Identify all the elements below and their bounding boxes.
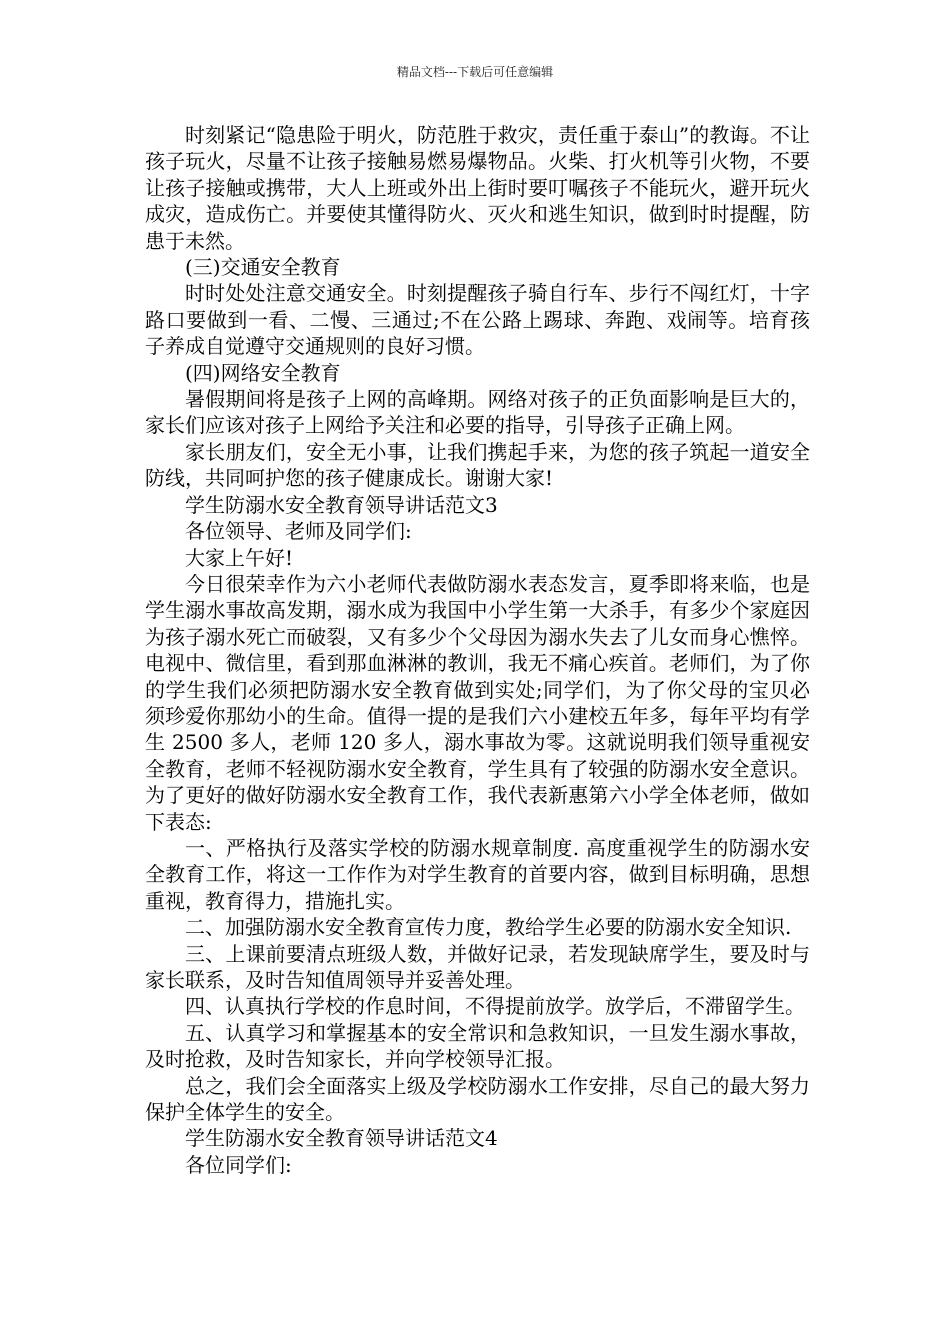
document-body [145,122,810,1178]
page-header: 精品文档---下载后可任意编辑 [396,65,554,79]
speech-title-3: 学生防溺水安全教育领导讲话范文3 [185,492,498,517]
paragraph-summary: 总之，我们会全面落实上级及学校防溺水工作安排，尽自己的最大努力保护全体学生的安全。 [145,1073,810,1125]
paragraph-speech-intro: 今日很荣幸作为六小老师代表做防溺水表态发言，夏季即将来临，也是学生溺水事故高发期，溺水成为我国中小学生第一大杀手，有多少个家庭因为孩子溺水死亡而破裂，又有多少个父母因为溺水失去了儿女而身心憔悴。电视中、微信里，看到那血淋淋的教训，我无不痛心疾首。老师们，为了你的学生我们必须把防溺水安全教育做到实处;同学们，为了你父母的宝贝必须珍爱你那幼小的生命。值得一提的是我们六小建校五年多，每年平均有学生 2500 多人，老师 120 多人，溺水事故为零。这就说明我们领导重视安全教育，老师不轻视防溺水安全教育，学生具有了较强的防溺水安全意识。为了更好的做好防溺水安全教育工作，我代表新惠第六小学全体老师，做如下表态: [145,571,810,834]
paragraph-closing-remarks: 家长朋友们，安全无小事，让我们携起手来，为您的孩子筑起一道安全防线，共同呵护您的孩子健康成长。谢谢大家! [145,439,810,491]
greeting: 大家上午好! [185,545,294,570]
section-heading-traffic-safety: (三)交通安全教育 [185,255,341,280]
paragraph-traffic-safety: 时时处处注意交通安全。时刻提醒孩子骑自行车、步行不闯红灯，十字路口要做到一看、二慢、三通过;不在公路上踢球、奔跑、戏闹等。培育孩子养成自觉遵守交通规则的良好习惯。 [145,281,810,359]
paragraph-fire-safety: 时刻紧记“隐患险于明火，防范胜于救灾，责任重于泰山”的教诲。不让孩子玩火，尽量不让孩子接触易燃易爆物品。火柴、打火机等引火物，不要让孩子接触或携带，大人上班或外出上街时要叮嘱孩子不能玩火，避开玩火成灾，造成伤亡。并要使其懂得防火、灭火和逃生知识，做到时时提醒，防患于未然。 [145,123,810,253]
salutation-students: 各位同学们: [185,1152,292,1177]
pledge-item-3: 三、上课前要清点班级人数，并做好记录，若发现缺席学生，要及时与家长联系，及时告知值周领导并妥善处理。 [145,941,810,992]
paragraph-network-safety: 暑假期间将是孩子上网的高峰期。网络对孩子的正负面影响是巨大的，家长们应该对孩子上网给予关注和必要的指导，引导孩子正确上网。 [145,387,810,438]
pledge-item-2: 二、加强防溺水安全教育宣传力度，教给学生必要的防溺水安全知识. [185,915,792,940]
pledge-item-4: 四、认真执行学校的作息时间，不得提前放学。放学后，不滞留学生。 [185,994,805,1019]
pledge-item-5: 五、认真学习和掌握基本的安全常识和急救知识，一旦发生溺水事故，及时抢救，及时告知家长，并向学校领导汇报。 [145,1020,810,1072]
pledge-item-1: 一、严格执行及落实学校的防溺水规章制度. 高度重视学生的防溺水安全教育工作，将这一工作作为对学生教育的首要内容，做到目标明确，思想重视，教育得力，措施扎实。 [145,835,810,913]
salutation: 各位领导、老师及同学们: [185,519,412,544]
section-heading-network-safety: (四)网络安全教育 [185,360,341,385]
speech-title-4: 学生防溺水安全教育领导讲话范文4 [185,1126,498,1151]
